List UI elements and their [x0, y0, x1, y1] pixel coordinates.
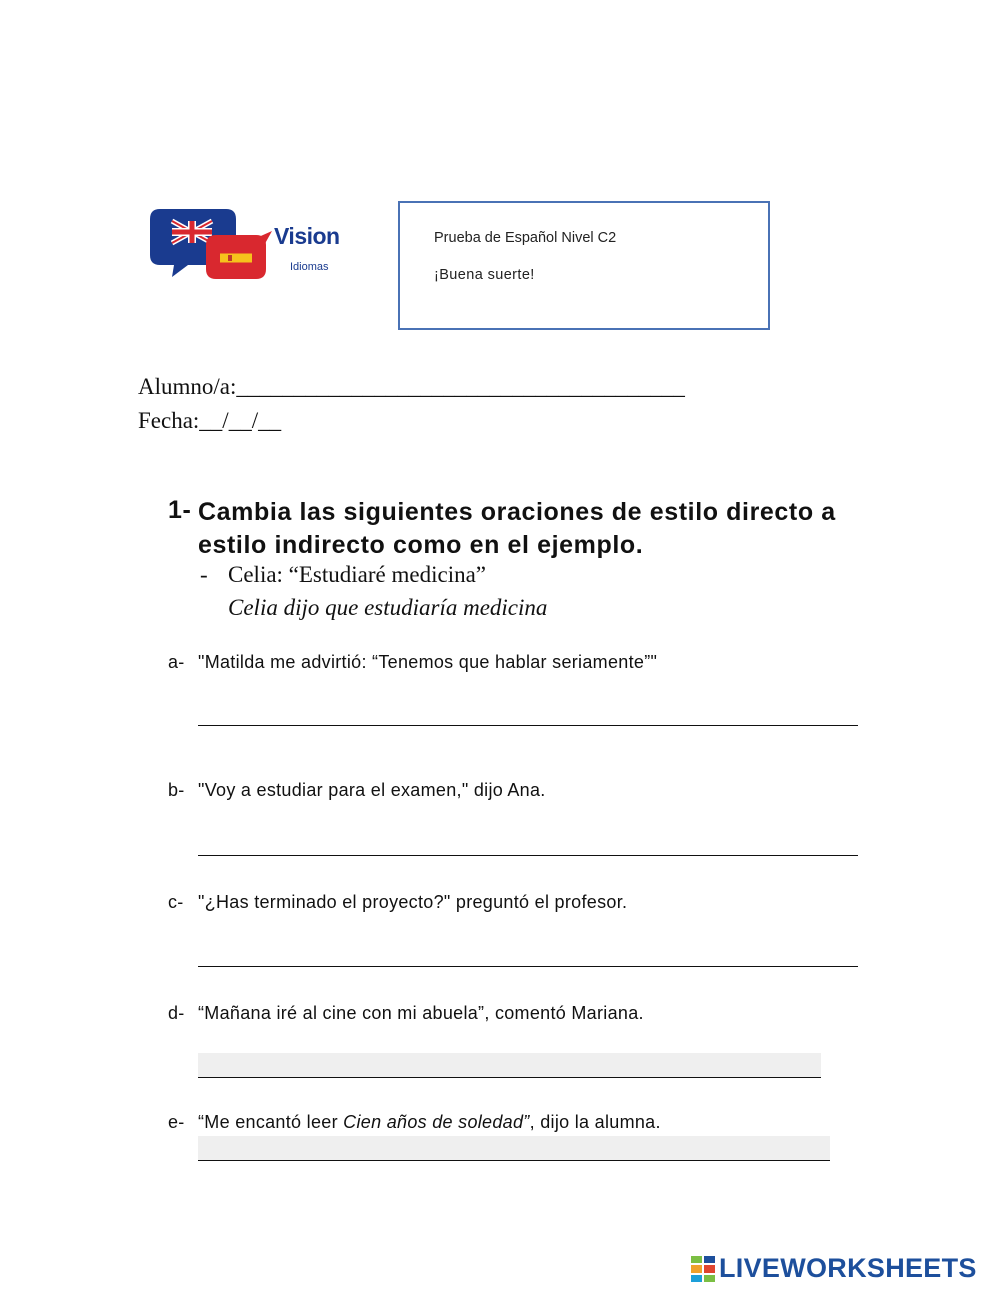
item-e-book-title: Cien años de soledad”	[343, 1112, 530, 1132]
logo-brand: Vision	[274, 223, 340, 249]
example-indirect-speech: Celia dijo que estudiaría medicina	[228, 595, 548, 620]
date-field[interactable]: Fecha:__/__/__	[138, 408, 282, 433]
logo-subtitle: Idiomas	[290, 261, 329, 273]
example-dash: -	[200, 562, 208, 587]
item-a-answer-line[interactable]	[198, 725, 858, 726]
item-c-label: c-	[168, 892, 184, 912]
item-b-answer-line[interactable]	[198, 855, 858, 856]
item-c-answer-line[interactable]	[198, 966, 858, 967]
item-d-text: “Mañana iré al cine con mi abuela”, comentó Mariana.	[198, 1003, 644, 1023]
liveworksheets-logo[interactable]	[691, 1253, 991, 1287]
liveworksheets-wordmark: LIVEWORKSHEETS	[719, 1253, 977, 1283]
good-luck-text: ¡Buena suerte!	[434, 267, 535, 283]
vision-idiomas-logo	[150, 205, 360, 290]
item-e-answer-field[interactable]	[198, 1136, 830, 1160]
item-e-text	[198, 1112, 661, 1133]
item-d-answer-line	[198, 1077, 821, 1078]
item-e-label: e-	[168, 1112, 185, 1132]
item-d-label: d-	[168, 1003, 185, 1023]
item-a-label: a-	[168, 652, 185, 672]
test-title: Prueba de Español Nivel C2	[434, 230, 617, 246]
question-number: 1-	[168, 496, 192, 524]
item-d-answer-field[interactable]	[198, 1053, 821, 1077]
example-direct-speech: Celia: “Estudiaré medicina”	[228, 562, 486, 587]
item-e-text-start: “Me encantó leer	[198, 1112, 344, 1132]
test-header-box	[398, 201, 770, 330]
item-b-label: b-	[168, 780, 185, 800]
item-e-answer-line	[198, 1160, 830, 1161]
liveworksheets-blocks-icon	[691, 1256, 715, 1282]
student-name-field[interactable]: Alumno/a:_______________________________________	[138, 374, 685, 399]
item-c-text: "¿Has terminado el proyecto?" preguntó el profesor.	[198, 892, 628, 912]
item-b-text: "Voy a estudiar para el examen," dijo Ana.	[198, 780, 546, 800]
item-e-text-end: , dijo la alumna.	[529, 1112, 661, 1132]
item-a-text: "Matilda me advirtió: “Tenemos que hablar seriamente”"	[198, 652, 658, 672]
question-instruction: Cambia las siguientes oraciones de estilo directo a estilo indirecto como en el ejemplo.	[198, 498, 836, 559]
